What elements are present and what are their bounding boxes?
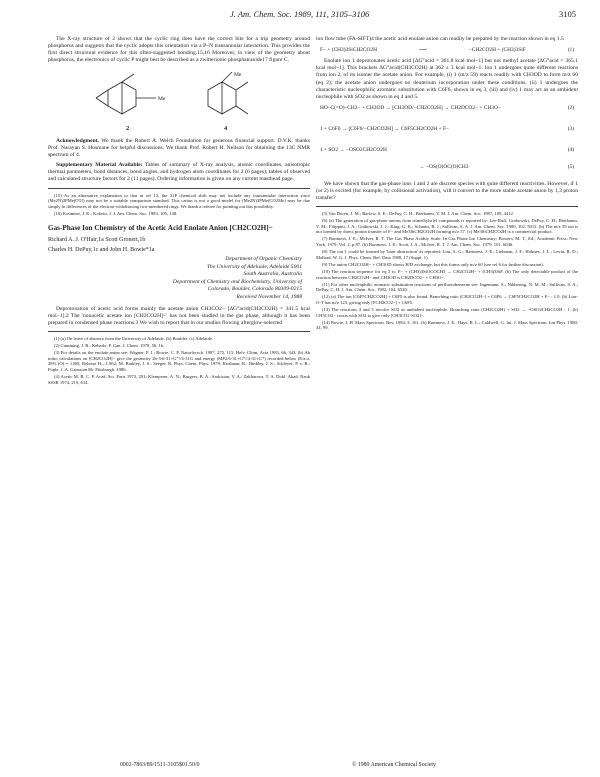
equation-number: (1) [567,47,574,54]
reaction-arrow: ⟶ [418,47,427,54]
footnote: (1) (a) On leave of absence from the University of Adelaide. (b) Boulder. (c) Adelaide. [54,336,214,342]
structure-2-substituent: Me [158,95,166,102]
affiliation-line: The University of Adelaide, Adelaide 5001 [206,263,302,270]
footnote: (10) The reaction sequence for eq 3 is: F− + (CH3)3SiOCOCH3 → CH2CO2H− + (CH3)3SiF. (b) The only detectable product of the reaction between CH2CO2H− and CH3OD is CH2DCO2− + CH3O−. [316,268,578,280]
footnote: (9) The anion CH2CO2H− + CH3OD shows H/D exchange, but this forms only m/z 60 (see ref 6 for further discussion). [322,261,544,267]
supplementary-heading: Supplementary Material Available: [56,162,143,169]
journal-citation: J. Am. Chem. Soc. 1989, 111, 3105–3106 [230,9,370,19]
footnote-divider [48,331,310,332]
structure-figure [48,68,310,138]
page-number: 3105 [559,9,576,19]
footnote-divider [48,188,310,189]
footnote: (6) (a) The generation of gas-phase anions from trimethylsilyl compounds is reported by: Lee-Ruff, Grabowski, DePuy, C. H.; Bierbaum, V. M.; Filippini, J. A.; Grabowski, J. J.; King, G. K.; Schmitt, R. J.; Sullivan, S. A. J. Am. Chem. Soc. 1980, 102, 5012. (b) The m/z 59 ion is not formed by direct proton transfer of F− and Me3SiCH2CO2H forming m/z 57. (c) Me3SiCH2CO2H is a commercial product. [316,218,578,235]
footnote: (7) Bartmess, J. E.; McIver, R. T. The Gas Phase Acidity Scale. In Gas Phase Ion Chemistry; Bowers, M. T., Ed.; Academic Press: New York, 1979; Vol. 2, p 87. (b) Bartmess, J. E.; Scott, J. A.; McIver, R. T. J. Am. Chem. Soc. 1979, 101, 6046. [316,236,578,248]
copyright-notice: © 1989 American Chemical Society [352,762,436,768]
affiliation-line: Department of Organic Chemistry [225,256,302,263]
footnote: (5) Van Doren, J. M.; Barlow, S. E.; DePuy, C. H.; Bierbaum, V. M. J. Am. Chem. Soc. 1987, 109, 4412. [322,211,514,217]
footnote: (14) Bowie, J. H. Mass Spectrom. Rev. 1984, 3, 161. (b) Bartmess, J. E.; Hays, R. L.; Caldwell, G. Int. J. Mass Spectrom. Ion Phys. 1980, 34, 99. [316,319,578,331]
affiliation-line: Department of Chemistry and Biochemistry, University of [172,278,302,285]
body-paragraph: Deprotonation of acetic acid forms mainly the acetate anion CH3CO2− [ΔG°acid(CH3CO2H) = 341.5 kcal mol−1].2 The 'nonacetic acetate ion [CH2CO2H]−' has not been studied in the gas phase, although it has been prepared in condensed phase reactions.3 We wish to report that in our studies flowing afterglow-selected [48,305,310,326]
equation-number: (4) [567,146,574,153]
authors-line: Charles H. DePuy,1c and John H. Bowie*1a [48,247,155,254]
left-column [48,36,310,387]
equation-4 [316,147,578,154]
supplementary-material [48,162,310,183]
footnote: (4) Acetic M. B. C. P. Acad. Sci. Paris 1973, 291; Klemperer, A. N.; Burgers, B. A.; Sarkisian, V. A.; Zakharova, T. A. Dokl. Akad. Nauk SSSR 1974, 219, 614. [48,374,310,385]
body-paragraph: We have shown that the gas-phase ions 1 and 2 are discrete species with quite different reactivities. However, if 1 (or 2) is excited (for example, by collisional activation), will it convert to the more stable acetate anion by 1,3 proton transfer? [316,180,578,201]
equation-lhs: F− + (CH3)3SiCH2CO2H [320,47,377,54]
equation-2 [316,105,578,112]
structure-4-drawing [208,72,248,114]
footnote: (2) Cumming, J. B.; Kebarle, P. Can. J. Chem. 1978, 56, 1b. [54,343,165,349]
structure-2-drawing [96,74,156,114]
structure-4-substituent: Me [234,71,242,78]
footnote: (8) The ion 1 could be formed by 'base abstraction' as reported: Lias, S. G.; Bartmess, J. E.; Liebman, J. F.; Holmes, J. L.; Levin, R. D.; Mallard, W. G. J. Phys. Chem. Ref. Data 1988, 17 (Suppl. 1). [316,249,578,260]
equation-text: → −OS(O)OC(O)CH3 [419,163,469,170]
affiliation-line: Colorado, Boulder, Colorado 80309-0215 [207,286,302,293]
body-paragraph: Enolate ion 1 deprotonates acetic acid [ΔG°acid = 361.8 kcal mol−1] but not methyl acetate [ΔG°acid = 365.1 kcal mol−1]. This brackets ΔG°acid(CH3CO2H) at 362 ± 3 kcal mol−1. Ion 1 undergoes quite different reactions from ion 2, of its isomer the acetate anion. For example, (i) 1 (m/z 59) reacts readily with CH3OD to form m/z 60 (eq 2); the acetate anion undergoes no deuterium incorporation under these conditions. (ii) 1 undergoes the characteristic nucleophilic aromatic substitution with C6F6, shown in eq 3, (iii) and (iv) 1 may act as an ambident nucleophile with SO2 as shown in eq 4 and 5. [316,58,578,100]
structure-4-label: 4 [224,124,228,132]
equation-number: (3) [567,125,574,132]
structure-2-label: 2 [126,124,130,132]
right-column [316,36,578,332]
equation-number: (5) [567,163,574,170]
footnote-divider [316,206,578,207]
acknowledgment-text: We thank the Robert A. Welch Foundation for generous financial support. D.V.K. thanks Prof. Narayan S. Hosmane for helpful discussions. We thank Prof. Robert H. Neilson for obtaining the 13C NMR spectrum of 4. [48,137,310,158]
footnote: (15) As an alternative explanation to that in ref 13, the 31P chemical shift may not include any transannular interaction since (Me2N)3PMe(OTf) may not be a suitable comparison standard. This cation is not a good model for (Me2N)3PMe(CO2Me) may be due simply to differences of the electron-withdrawing two-membered rings. We thank a referee for pointing out this possibility. [48,192,310,209]
received-date: Received November 14, 1988 [236,294,302,300]
equation-1 [316,47,578,54]
article-title: Gas-Phase Ion Chemistry of the Acetic Acid Enolate Anion [CH2CO2H]− [48,224,273,233]
page-header [0,9,600,21]
supplementary-text: Tables of summary of X-ray analysis, atomic coordinates, anisotropic thermal parameters, bond distances, bond angles, and hydrogen atom coordinates for 2 (6 pages); tables of observed and calculated structure factors for 2 (11 pages). Ordering information is given on any current masthead page. [48,162,310,183]
page-footer [0,762,600,772]
body-paragraph: ion flow tube (FA-SIFT)4 the acetic acid enolate anion can readily be prepared by the reaction shown in eq 1.5 [316,36,564,42]
footnote: (16) Koumine, J. K.; Koketu, J. J. Am. Chem. Soc. 1983, 105, 148. [54,210,178,216]
footnote: (13) The reactions 4 and 5 involve SO2 as ambident nucleophile. Branching ratio (CH2CO2H) + SO2 → −OSO2CH2CO2H : 1. (b) CH3CO2− reacts with SO2 to give only [CH3CO2·SO2]−. [316,307,578,318]
equation-number: (2) [567,105,574,111]
body-paragraph: The X-ray structure of 2 shows that the cyclic ring does have the correct bite for a trip geometry around phosphorus and suggests that the cyclic adopts this orientation via a P–N transannular interaction. This provides the first direct structural evidence for this often-suggested bonding.15,16 Moreover, in view of the geometry about phosphorus, the electronics of cyclic P might best be described as a zwitterionic phosphatranide17 figure C. [48,36,310,64]
equation-5 [316,164,578,171]
equation-text: HO–C(=O)–CH2− + CH3OD → [CH3OD/−CH2CO2H] → CH2DCO2− + CH3O− [320,105,501,111]
footnote: (11) For other nucleophilic aromatic substitution reactions of perfluorobenzene see: Ingemann, S.; Nibbering, N. M. M.; Sullivan, S. A.; DePuy, C. H. J. Am. Chem. Soc. 1982, 104, 6520. [316,281,578,293]
footnote: (12) (a) The ion [C6F5CH2CO2H] + C6F5 is also found. Branching ratio (CH2CO2H−) + C6F6 → C6F5CH2CO2H + F− : 1.0. (b) Lias-O-T has m/z 123, giving only [FCH2CO2−] + C6F5. [316,294,578,305]
acknowledgment-heading: Acknowledgment. [56,137,100,144]
equation-text: 1 + SO2 → −OSO2CH2CO2H [320,146,387,153]
footnote: (3) For details on the enolate anion see: Wagner, P. J.; Bowie, C. P. Naturforsch. 1987, 275, 115; Helv. Chim. Acta 1983, 66, 343. (b) Ab initio calculations on [CH2CO2H]− give the geometry 2b-3-6-31+G*//4-31G and energy (MP2/6-31+G*//4-31+G*) recorded below (E/a.u. 28% (O) = 1.88). Release H—1.862; M. Binkley, J. S.; Seeger, R. Phys. Chem. Phys. 1979; Krishnan, R.; Binkley, J. S.; Schleyer, P. v. R.; Pople, J. A. Gaussian 86; Pittsburgh, 1986. [48,350,310,372]
affiliation-line: South Australia, Australia [243,271,302,278]
equation-rhs: −CH2CO2H + (CH3)3SiF [468,47,526,54]
acknowledgment [48,138,310,159]
issn-code: 0002-7863/89/1511-3105$01.50/0 [120,762,200,768]
equation-3 [316,126,578,133]
equation-text: 1 + C6F6 → [C6F6/−CH2CO2H] → C6F5CH2CO2H + F− [320,125,449,132]
authors-line: Richard A. J. O'Hair,1a Scott Gronert,1b [48,237,146,244]
